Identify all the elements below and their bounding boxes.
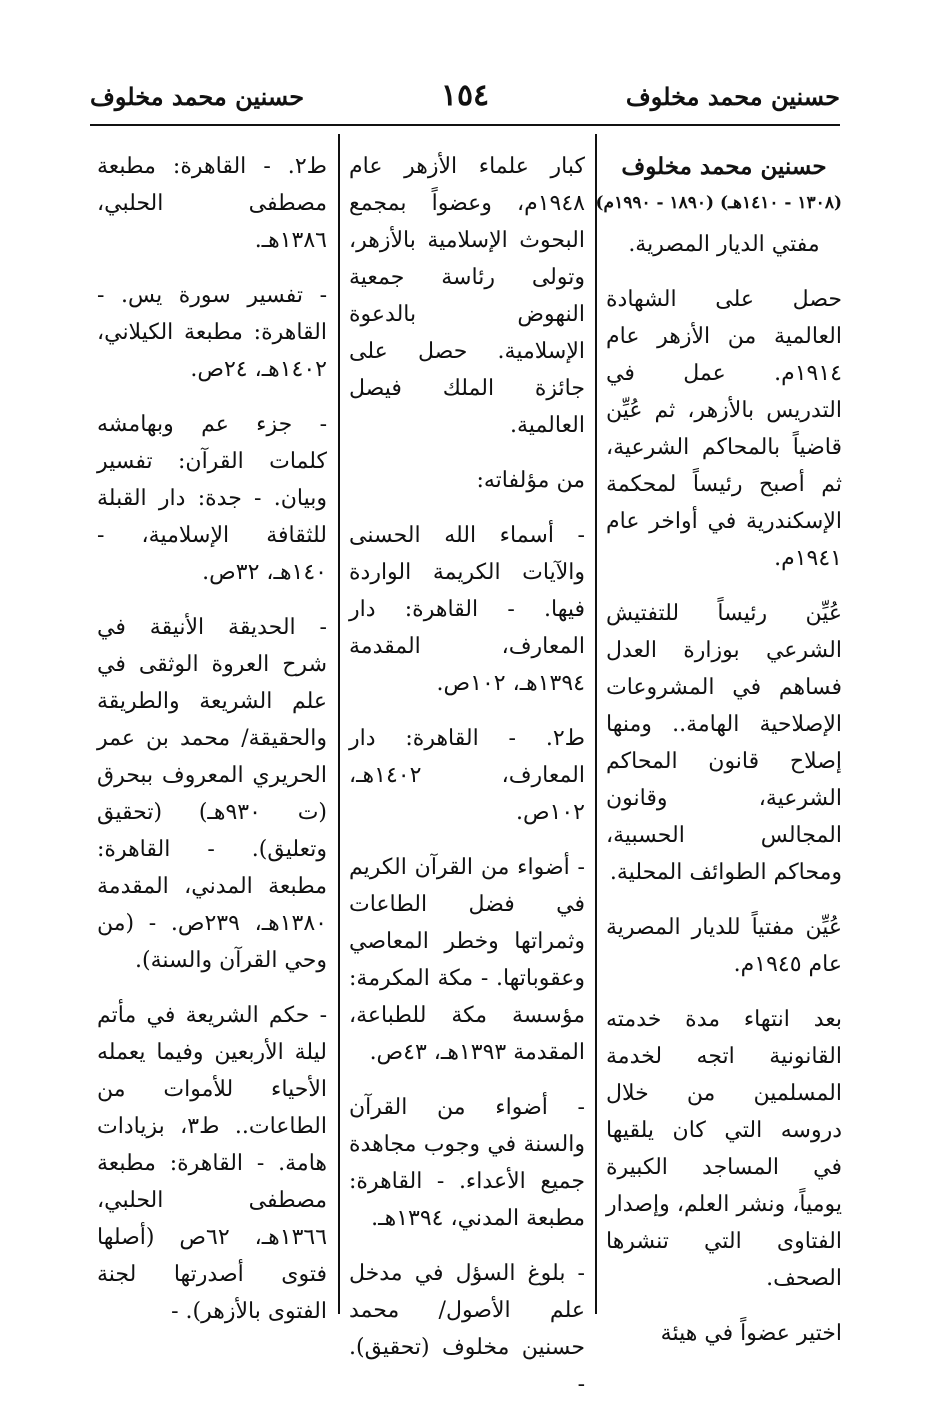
entry-office: مفتي الديار المصرية. (628, 232, 820, 257)
bibliography-entry: ط٢. - القاهرة: دار المعارف، ١٤٠٢هـ، ١٠٢ص. (349, 726, 585, 825)
bibliography-entry: ط٢. - القاهرة: مطبعة مصطفى الحلبي، ١٣٨٦هـ. (97, 154, 327, 253)
biography-paragraph: حصل على الشهادة العالمية من الأزهر عام ١٩١٤م. عمل في التدريس بالأزهر، ثم عُيِّن قاضياً بالمحاكم الشرعية، ثم أصبح رئيساً لمحكمة الإسكندرية في أواخر عام ١٩٤١م. (606, 287, 842, 571)
column-left (97, 148, 327, 1348)
page-number: ١٥٤ (440, 78, 490, 113)
bibliography-entry: - بلوغ السؤل في مدخل علم الأصول/ محمد حسنين مخلوف (تحقيق). - (349, 1261, 585, 1397)
biography-paragraph: عُيِّن مفتياً للديار المصرية عام ١٩٤٥م. (606, 915, 842, 977)
biography-paragraph: عُيِّن رئيساً للتفتيش الشرعي بوزارة العدل فساهم في المشروعات الإصلاحية الهامة.. ومنها إصلاح قانون المحاكم الشرعية، وقانون المجالس الحسبية، ومحاكم الطوائف المحلية. (606, 601, 842, 885)
bibliography-entry: - حكم الشريعة في مأتم ليلة الأربعين وفيما يعمله الأحياء للأموات من الطاعات.. ط٣، بزيادات هامة. - القاهرة: مطبعة مصطفى الحلبي، ١٣٦٦هـ، ٦٢ص (أصلها فتوى أصدرتها لجنة الفتوى بالأزهر). - (97, 1003, 328, 1324)
bibliography-entry: - جزء عم وبهامشه كلمات القرآن: تفسير وبيان. - جدة: دار القبلة للثقافة الإسلامية، - ١٤٠هـ، ٣٢ص. (97, 412, 327, 585)
entry-title: حسنين محمد مخلوف (621, 153, 827, 180)
biography-paragraph: كبار علماء الأزهر عام ١٩٤٨م، وعضواً بمجمع البحوث الإسلامية بالأزهر، وتولى رئاسة جمعية النهوض بالدعوة الإسلامية. حصل على جائزة الملك فيصل العالمية. (349, 154, 585, 438)
biography-paragraph: بعد انتهاء مدة خدمته القانونية اتجه لخدمة المسلمين من خلال دروسه التي كان يلقيها في المساجد الكبيرة يومياً، ونشر العلم، وإصدار الفتاوى التي تنشرها الصحف. (606, 1007, 842, 1291)
bibliography-entry: - تفسير سورة يس. - القاهرة: مطبعة الكيلاني، ١٤٠٢هـ، ٢٤ص. (97, 283, 327, 382)
entry-dates: (١٣٠٨ - ١٤١٠هـ) (١٨٩٠ - ١٩٩٠م) (595, 193, 842, 213)
column-divider-right (595, 134, 597, 1314)
bibliography-entry: - أسماء الله الحسنى والآيات الكريمة الواردة فيها. - القاهرة: دار المعارف، المقدمة ١٣٩٤هـ، ١٠٢ص. (349, 523, 585, 696)
running-head (90, 78, 840, 126)
bibliography-entry: - أضواء من القرآن الكريم في فضل الطاعات وثمراتها وخطر المعاصي وعقوباتها. - مكة المكرمة: مؤسسة مكة للطباعة، المقدمة ١٣٩٣هـ، ٤٣ص. (349, 855, 585, 1065)
column-middle (349, 148, 585, 1421)
column-divider-left (338, 134, 340, 1314)
running-head-left-title: حسنين محمد مخلوف (90, 82, 305, 111)
column-right (595, 148, 842, 1370)
bibliography-entry: - أضواء من القرآن والسنة في وجوب مجاهدة جميع الأعداء. - القاهرة: مطبعة المدني، ١٣٩٤هـ. (349, 1095, 585, 1231)
works-heading: من مؤلفاته: (476, 468, 585, 493)
running-head-right-title: حسنين محمد مخلوف (625, 82, 840, 111)
biography-paragraph: اختير عضواً في هيئة (660, 1321, 842, 1346)
bibliography-entry: - الحديقة الأنيقة في شرح العروة الوثقى في علم الشريعة والطريقة والحقيقة/ محمد بن عمر الحريري المعروف ببحرق (ت ٩٣٠هـ) (تحقيق وتعليق). - القاهرة: مطبعة المدني، المقدمة ١٣٨٠هـ، ٢٣٩ص. - (من وحي القرآن والسنة). (97, 615, 327, 973)
